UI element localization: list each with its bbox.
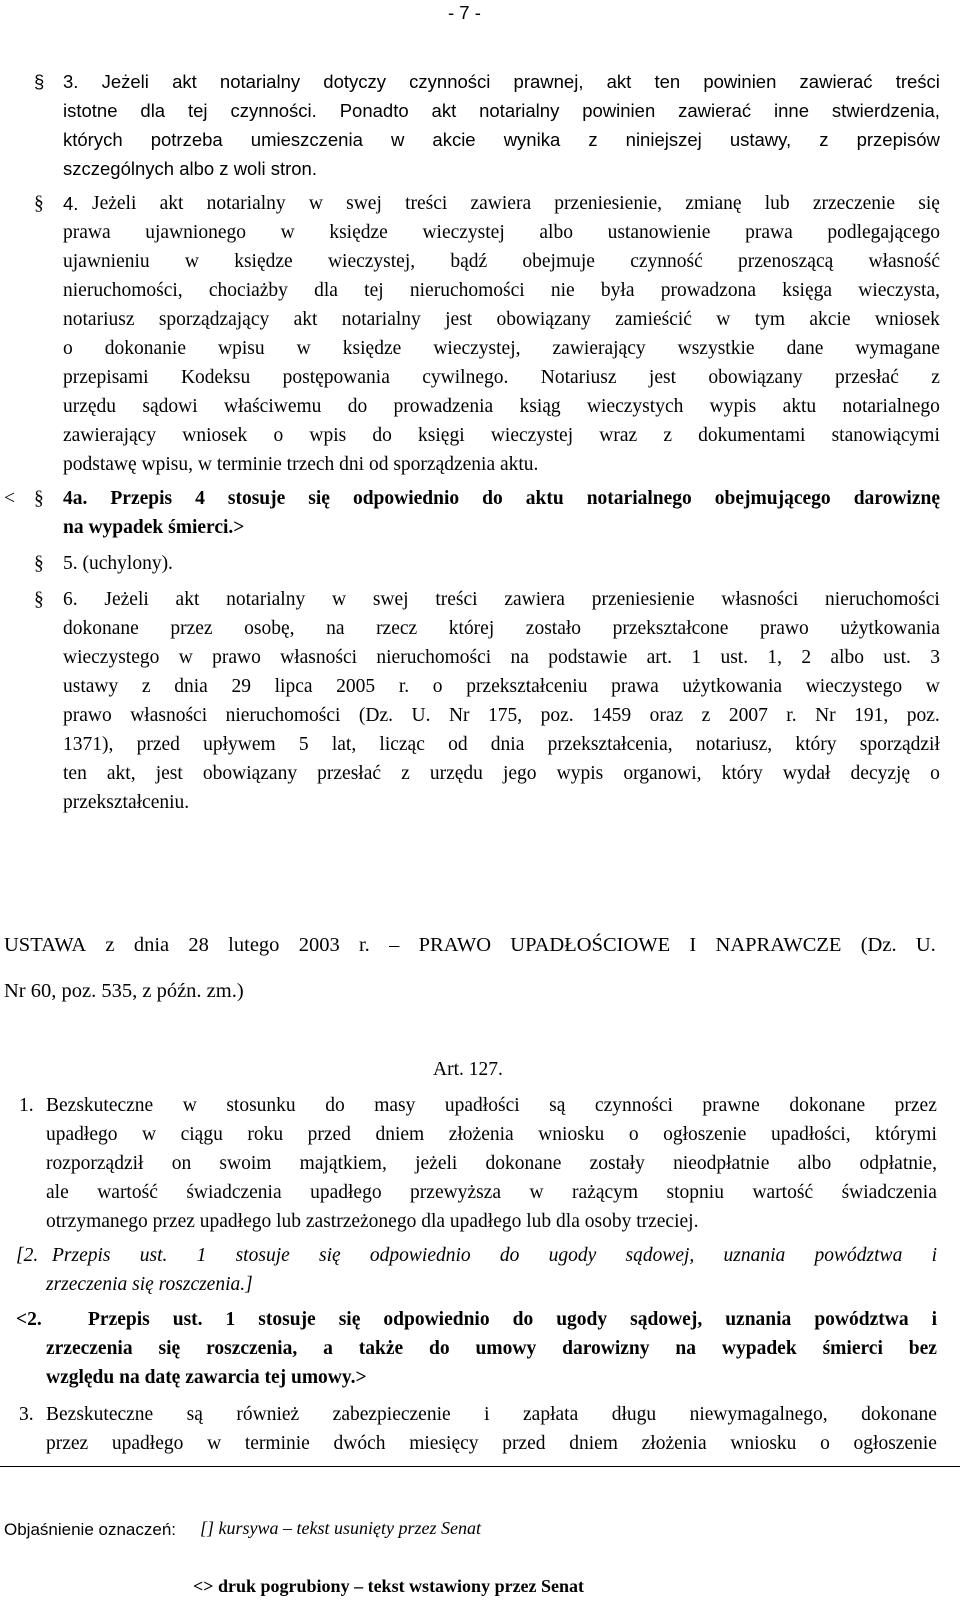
page-number: - 7 - (448, 2, 481, 23)
p4-line-10: podstawę wpisu, w terminie trzech dni od sporządzenia aktu. (63, 454, 539, 475)
act-title-line-2: Nr 60, poz. 535, z późn. zm.) (4, 980, 244, 1002)
p6-line-7: ten akt, jest obowiązany przesłać z urzędu jego wypis organowi, który wydał decyzję o (63, 763, 940, 784)
p3-line-3: których potrzeba umieszczenia w akcie wynika z niniejszej ustawy, z przepisów (63, 129, 940, 150)
a3-line-1: Bezskuteczne są również zabezpieczenie i zapłata długu niewymagalnego, dokonane (46, 1404, 937, 1425)
legend-italic: [] kursywa – tekst usunięty przez Senat (200, 1518, 481, 1538)
p6-line-5: prawo własności nieruchomości (Dz. U. Nr 175, poz. 1459 oraz z 2007 r. Nr 191, poz. (63, 705, 940, 726)
item-number: [2. (16, 1245, 39, 1266)
p6-line-8: przekształceniu. (63, 792, 190, 813)
p4a-line-2: na wypadek śmierci.> (63, 517, 245, 538)
p5-text: 5. (uchylony). (63, 553, 173, 574)
item-number: <2. (16, 1309, 42, 1330)
item-number: 3. (19, 1404, 34, 1425)
legend-label: Objaśnienie oznaczeń: (4, 1520, 177, 1539)
p3-line-2: istotne dla tej czynności. Ponadto akt notarialny powinien zawierać inne stwierdzenia, (63, 100, 940, 121)
p4-line-9: zawierający wniosek o wpis do księgi wieczystej wraz z dokumentami stanowiącymi (63, 425, 940, 446)
section-sign: § (34, 71, 45, 92)
p4-line-1: Jeżeli akt notarialny w swej treści zawiera przeniesienie, zmianę lub zrzeczenie się (92, 193, 940, 214)
p3-line-1: 3. Jeżeli akt notarialny dotyczy czynności prawnej, akt ten powinien zawierać treści (63, 71, 940, 92)
section-sign: § (34, 589, 44, 610)
insert-open-bracket: < (4, 488, 15, 509)
article-title: Art. 127. (433, 1059, 503, 1080)
p4-line-2: prawa ujawnionego w księdze wieczystej albo ustanowienie prawa podlegającego (63, 222, 940, 243)
a2-old-line-1: Przepis ust. 1 stosuje się odpowiednio do ugody sądowej, uznania powództwa i (52, 1245, 937, 1266)
p6-line-3: wieczystego w prawo własności nieruchomości na podstawie art. 1 ust. 1, 2 albo ust. 3 (63, 647, 940, 668)
a1-line-4: ale wartość świadczenia upadłego przewyższa w rażącym stopniu wartość świadczenia (46, 1182, 937, 1203)
item-number: 1. (19, 1095, 34, 1116)
act-title-line-1: USTAWA z dnia 28 lutego 2003 r. – PRAWO UPADŁOŚCIOWE I NAPRAWCZE (Dz. U. (4, 934, 936, 956)
p4-line-8: urzędu sądowi właściwemu do prowadzenia ksiąg wieczystych wypis aktu notarialnego (63, 396, 940, 417)
a2-new-line-1: Przepis ust. 1 stosuje się odpowiednio do ugody sądowej, uznania powództwa i (88, 1309, 937, 1330)
p4-number: 4. (63, 193, 79, 214)
p6-line-2: dokonane przez osobę, na rzecz której zostało przekształcone prawo użytkowania (63, 618, 940, 639)
section-sign: § (34, 553, 44, 574)
p4a-line-1: 4a. Przepis 4 stosuje się odpowiednio do aktu notarialnego obejmującego darowiznę (63, 488, 940, 509)
a3-line-2: przez upadłego w terminie dwóch miesięcy przed dniem złożenia wniosku o ogłoszenie (46, 1433, 937, 1454)
a1-line-1: Bezskuteczne w stosunku do masy upadłości są czynności prawne dokonane przez (46, 1095, 937, 1116)
section-sign: § (34, 193, 44, 214)
section-sign: § (34, 488, 44, 509)
a1-line-5: otrzymanego przez upadłego lub zastrzeżonego dla upadłego lub dla osoby trzeciej. (46, 1211, 699, 1232)
legend-bold: <> druk pogrubiony – tekst wstawiony przez Senat (193, 1576, 585, 1596)
p4-line-4: nieruchomości, chociażby dla tej nieruchomości nie była prowadzona księga wieczysta, (63, 280, 940, 301)
p4-line-5: notariusz sporządzający akt notarialny jest obowiązany zamieścić w tym akcie wniosek (63, 309, 940, 330)
a1-line-2: upadłego w ciągu roku przed dniem złożenia wniosku o ogłoszenie upadłości, którymi (46, 1124, 937, 1145)
p4-line-3: ujawnieniu w księdze wieczystej, bądź obejmuje czynność przenoszącą własność (63, 251, 940, 272)
p6-line-1: 6. Jeżeli akt notarialny w swej treści zawiera przeniesienie własności nieruchomości (63, 589, 940, 610)
p4-line-6: o dokonanie wpisu w księdze wieczystej, zawierający wszystkie dane wymagane (63, 338, 940, 359)
p6-line-4: ustawy z dnia 29 lipca 2005 r. o przekształceniu prawa użytkowania wieczystego w (63, 676, 940, 697)
a2-new-line-3: względu na datę zawarcia tej umowy.> (46, 1367, 367, 1388)
footer-divider (0, 1466, 960, 1467)
p3-line-4: szczególnych albo z woli stron. (63, 158, 317, 179)
p6-line-6: 1371), przed upływem 5 lat, licząc od dnia przekształcenia, notariusz, który sporządził (63, 734, 940, 755)
p4-line-7: przepisami Kodeksu postępowania cywilnego. Notariusz jest obowiązany przesłać z (63, 367, 940, 388)
a1-line-3: rozporządził on swoim majątkiem, jeżeli dokonane zostały nieodpłatnie albo odpłatnie, (46, 1153, 937, 1174)
a2-new-line-2: zrzeczenia się roszczenia, a także do umowy darowizny na wypadek śmierci bez (46, 1338, 937, 1359)
a2-old-line-2: zrzeczenia się roszczenia.] (46, 1274, 253, 1295)
